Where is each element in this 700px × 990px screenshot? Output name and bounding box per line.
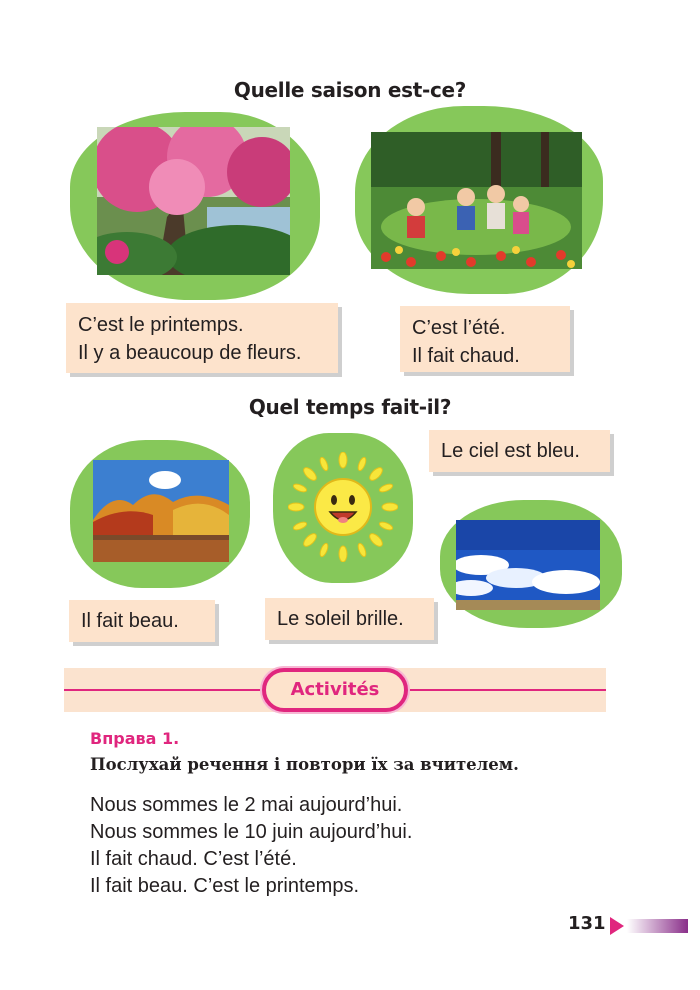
exercise-lines [90, 792, 412, 900]
exercise-title: Вправа 1. [90, 729, 180, 748]
smiling-sun-icon [288, 452, 398, 562]
exercise-line-3: Il fait chaud. C’est l’été. [90, 848, 297, 870]
activities-badge [262, 668, 408, 712]
weather-question-heading: Quel temps fait-il? [248, 395, 452, 419]
page-arrow-icon [610, 916, 688, 936]
summer-caption-line-1: C’est l’été. [412, 317, 506, 339]
blue-sky-photo [456, 520, 600, 610]
page-number: 131 [568, 913, 606, 934]
exercise-task: Послухай речення і повтори їх за вчителем. [90, 755, 519, 774]
summer-caption-line-2: Il fait chaud. [412, 345, 520, 367]
sky-caption [429, 430, 610, 472]
sun-caption-text: Le soleil brille. [277, 608, 404, 630]
summer-caption [400, 306, 570, 372]
autumn-lake-photo [93, 460, 229, 562]
spring-caption-line-1: C’est le printemps. [78, 314, 244, 336]
exercise-line-1: Nous sommes le 2 mai aujourd’hui. [90, 794, 403, 816]
exercise-line-2: Nous sommes le 10 juin aujourd’hui. [90, 821, 413, 843]
summer-picnic-photo [371, 132, 582, 269]
beau-caption-text: Il fait beau. [81, 610, 179, 632]
exercise-line-4: Il fait beau. C’est le printemps. [90, 875, 360, 897]
activities-label: Activités [290, 679, 380, 700]
sky-caption-text: Le ciel est bleu. [441, 440, 580, 462]
spring-caption [66, 303, 338, 373]
spring-caption-line-2: Il y a beaucoup de fleurs. [78, 342, 302, 364]
spring-cherry-blossom-photo [97, 127, 290, 275]
season-question-heading: Quelle saison est-ce? [233, 78, 467, 102]
beau-caption [69, 600, 215, 642]
sun-caption [265, 598, 434, 640]
